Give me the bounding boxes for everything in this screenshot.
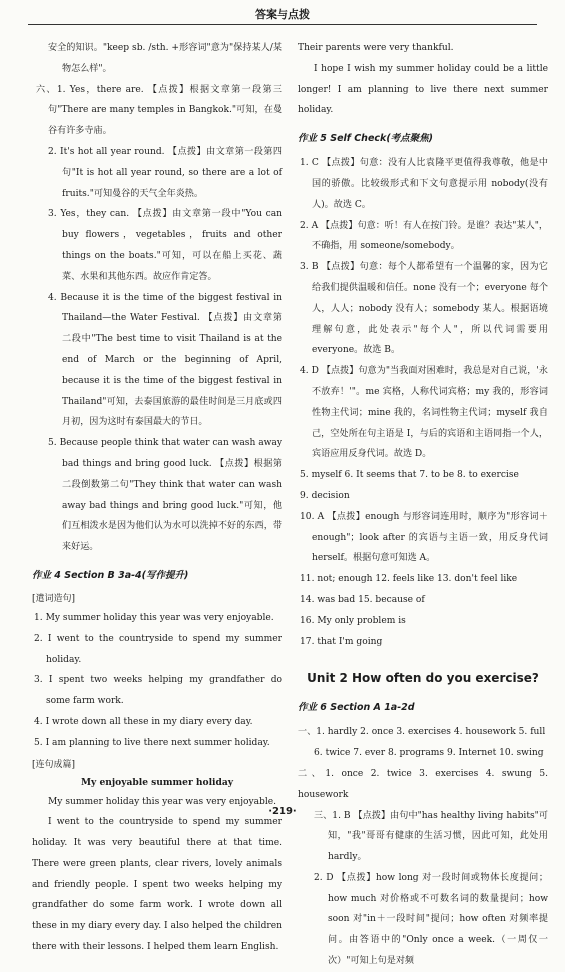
right-column <box>298 38 548 972</box>
answer-5-10: 10. A 【点拨】enough 与形容词连用时，顺序为"形容词＋enough"；look after 的宾语与主语一致，用反身代词herself。根据句意可知选 A。 <box>300 511 548 564</box>
sentence-2: 2. I went to the countryside to spend my summer holiday. <box>34 633 282 665</box>
answer-5-3: 3. B 【点拨】句意：每个人都希望有一个温馨的家，因为它给我们提供温暖和信任。none 没有一个；everyone 每个人，人人；nobody 没有人；somebody 某人。根据语境理解句意，此处表示"每个人"，所以代词需要用 everyone。故选 B。 <box>300 262 548 356</box>
answer-5-4: 4. D 【点拨】句意为"当我面对困难时，我总是对自己说，'永不放弃！'"。me 宾格，人称代词宾格；my 我的，形容词性物主代词；mine 我的，名词性物主代词；myself 我自己，空处所在句主语是 I，与后的宾语和主语同指一个人，宾语应用反身代词。故选 D。 <box>300 366 548 460</box>
sentence-1: 1. My summer holiday this year was very enjoyable. <box>34 612 274 623</box>
header-rule <box>28 24 537 25</box>
answer-6-4: 4. Because it is the time of the biggest festival in Thailand—the Water Festival. 【点拨】由文章第二段中"The best time to visit Thailand is at the end of March or the beginning of April, because it is the time of the biggest festival in Thailand"可知，去泰国旅游的最佳时间是三月底或四月初，因为这时有泰国最大的节日。 <box>48 292 282 428</box>
answer-5-9: 9. decision <box>300 490 350 501</box>
answer-5-11-13: 11. not; enough 12. feels like 13. don't feel like <box>300 574 518 585</box>
page-header <box>0 0 565 30</box>
left-column <box>32 38 282 958</box>
subheading-word-sentence: [遣词造句] <box>32 593 76 604</box>
answer-5-5-8: 5. myself 6. It seems that 7. to be 8. to exercise <box>300 470 519 481</box>
subheading-paragraph: [连句成篇] <box>32 759 76 770</box>
essay-paragraph-1: My summer holiday this year was very enjoyable. <box>48 796 277 807</box>
section-heading-4: 作业 4 Section B 3a-4(写作提升) <box>32 569 189 581</box>
answer-6-5: 5. Because people think that water can wash away bad things and bring good luck. 【点拨】根据第二段倒数第二句"They think that water can wash away bad things and bring good luck."可知，他们互相泼水是因为他们认为水可以洗掉不好的东西，带来好运。 <box>48 438 282 553</box>
answer-6-3: 3. Yes，they can. 【点拨】由文章第一段中"You can buy flowers，vegetables，fruits and other things on the boats."可知，可以在船上买花、蔬菜、水果和其他东西。故应作肯定答。 <box>48 209 282 282</box>
answer-5-2: 2. A 【点拨】句意：听！有人在按门铃。是谁？表达"某人"，不确指，用 someone/somebody。 <box>300 220 548 252</box>
answer-5-16: 16. My only problem is <box>300 615 406 626</box>
sentence-4: 4. I wrote down all these in my diary every day. <box>34 716 253 727</box>
page-number: ·219· <box>268 806 297 817</box>
answer-6a-line-2: 6. twice 7. ever 8. programs 9. Internet 10. swing <box>314 748 544 759</box>
unit-title: Unit 2 How often do you exercise? <box>307 671 539 686</box>
essay-title: My enjoyable summer holiday <box>80 776 234 788</box>
answer-5-17: 17. that I'm going <box>300 636 383 647</box>
essay-continued-1: Their parents were very thankful. <box>298 43 454 53</box>
sentence-5: 5. I am planning to live there next summer holiday. <box>34 737 270 748</box>
answer-6-2: 2. It's hot all year round. 【点拨】由文章第一段第四句"It is hot all year round, so there are a lot of fruits."可知曼谷的天气全年炎热。 <box>48 146 282 199</box>
header-title: 答案与点拨 <box>255 8 310 21</box>
answer-5-14-15: 14. was bad 15. because of <box>300 594 425 605</box>
answer-6-1: 六、1. Yes，there are. 【点拨】根据文章第一段第三句"There are many temples in Bangkok."可知，在曼谷有许多寺庙。 <box>36 84 282 137</box>
intro-paragraph: 安全的知识。"keep sb. /sth. +形容词"意为"保持某人/某物怎么样"。 <box>48 43 282 74</box>
essay-paragraph-2: I went to the countryside to spend my summer holiday. It was very beautiful there at that time. There were green plants, clear rivers, lovely animals and friendly people. I spent two weeks helping my grandfather do some farm work. I wrote down all these in my diary every day. I also helped the children there with their lessons. I helped them learn English. <box>32 817 282 953</box>
essay-continued-2: I hope I wish my summer holiday could be a little longer! I am planning to live there next summer holiday. <box>298 63 548 116</box>
sentence-3: 3. I spent two weeks helping my grandfather do some farm work. <box>34 675 282 707</box>
section-heading-6: 作业 6 Section A 1a-2d <box>298 702 415 714</box>
answer-5-1: 1. C 【点拨】句意：没有人比袁隆平更值得我尊敬，他是中国的骄傲。比较级形式和下文句意提示用 nobody(没有人)。故选 C。 <box>300 158 548 210</box>
answer-6a-line-1: 一、1. hardly 2. once 3. exercises 4. housework 5. full <box>298 727 546 738</box>
answer-6a-line-3: 二、1. once 2. twice 3. exercises 4. swung 5. housework <box>298 768 548 800</box>
answer-6a-line-5: 2. D 【点拨】how long 对一段时间或物体长度提问；how much 对价格或不可数名词的数量提问；how soon 对"in＋一段时间"提问；how often 对频率提问。由答语中的"Only once a week.（一周仅一次）"可知上句是对频 <box>314 872 548 967</box>
answer-6a-line-4: 三、1. B 【点拨】由句中"has healthy living habits"可知，"我"哥哥有健康的生活习惯，因此可知，此处用 hardly。 <box>314 810 548 863</box>
section-heading-5: 作业 5 Self Check(考点聚焦) <box>298 133 434 145</box>
